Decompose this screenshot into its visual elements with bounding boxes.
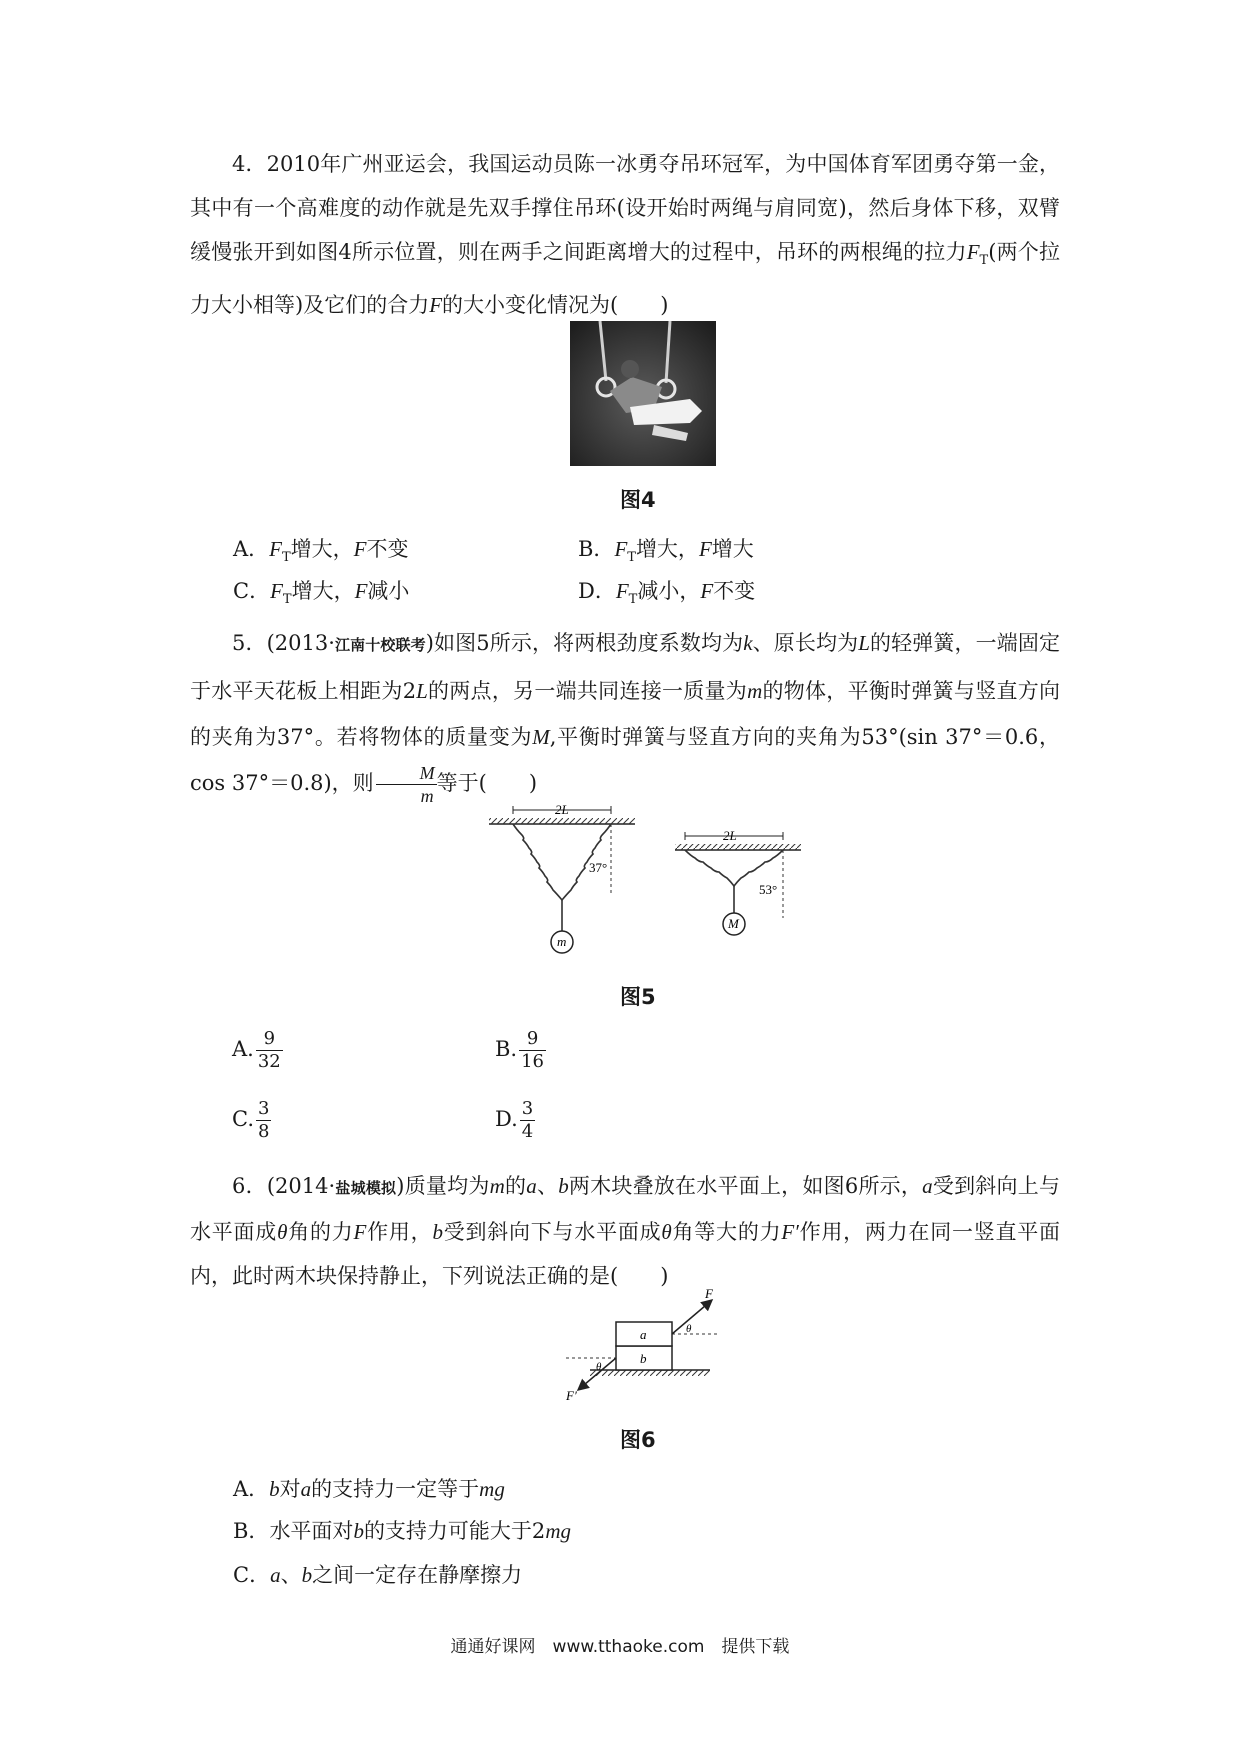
right-angle-label: 53° bbox=[759, 882, 778, 897]
force-F-arrow bbox=[672, 1300, 712, 1334]
q4-option-b[interactable]: B．$F_T$增大，F增大 bbox=[578, 537, 754, 566]
force-F-label: F bbox=[705, 1286, 713, 1301]
q4-option-d[interactable]: D．$F_T$减小，F不变 bbox=[578, 579, 756, 608]
right-span-label: 2L bbox=[723, 828, 737, 843]
left-mass-label: m bbox=[557, 934, 567, 949]
q5-option-c[interactable]: C. $\frac{3}{8}$ bbox=[232, 1098, 270, 1142]
page-footer: 通通好课网 www.tthaoke.com 提供下载 bbox=[450, 1637, 790, 1657]
q6-option-b[interactable]: B．水平面对b的支持力可能大于2mg bbox=[233, 1519, 571, 1543]
force-F-prime-label: F′ bbox=[566, 1388, 577, 1403]
figure-5-spring-diagram bbox=[485, 800, 805, 960]
q5-option-d[interactable]: D. $\frac{3}{4}$ bbox=[495, 1098, 534, 1142]
figure-5-left-system bbox=[489, 802, 635, 953]
q4-option-a[interactable]: A．$F_T$增大，F不变 bbox=[233, 537, 409, 566]
block-a-label: a bbox=[640, 1327, 647, 1342]
block-b-label: b bbox=[640, 1351, 647, 1366]
question-5-text: 5．(2013·江南十校联考)如图5所示，将两根劲度系数均为k、原长均为L的轻弹簧，一端固定于水平天花板上相距为2L的两点，另一端共同连接一质量为m的物体，平衡时弹簧与竖直方向的夹角为37°。若将物体的质量变为M,平衡时弹簧与竖直方向的夹角为53°(sin 37°＝0.6，cos 37°＝0.8)，则 $\frac{M}{m}$ 等于( ) bbox=[190, 631, 1061, 806]
theta-label-top: θ bbox=[686, 1323, 692, 1335]
question-4-text: 4．2010年广州亚运会，我国运动员陈一冰勇夺吊环冠军，为中国体育军团勇夺第一金，其中有一个高难度的动作就是先双手撑住吊环(设开始时两绳与肩同宽)，然后身体下移，双臂缓慢张开到如图4所示位置，则在两手之间距离增大的过程中，吊环的两根绳的拉力$F_T$(两个拉力大小相等)及它们的合力F的大小变化情况为( ) bbox=[190, 152, 1060, 318]
q5-option-a[interactable]: A. $\frac{9}{32}$ bbox=[232, 1028, 281, 1072]
q4-option-c[interactable]: C．$F_T$增大，F减小 bbox=[233, 579, 410, 608]
theta-label-bottom: θ bbox=[596, 1361, 602, 1373]
figure-6-blocks-diagram bbox=[560, 1286, 740, 1404]
figure-5-caption: 图5 bbox=[620, 985, 656, 1009]
right-mass-label: M bbox=[728, 916, 739, 931]
mass-ratio-fraction: $\frac{M}{m}$ bbox=[376, 764, 437, 805]
question-6-text: 6．(2014·盐城模拟)质量均为m的a、b两木块叠放在水平面上，如图6所示，a受到斜向上与水平面成θ角的力F作用，b受到斜向下与水平面成θ角等大的力F′作用，两力在同一竖直平面内，此时两木块保持静止，下列说法正确的是( ) bbox=[190, 1174, 1061, 1288]
q6-option-a[interactable]: A．b对a的支持力一定等于mg bbox=[233, 1477, 505, 1501]
figure-4-caption: 图4 bbox=[620, 488, 656, 512]
figure-5-right-system bbox=[675, 828, 801, 935]
left-angle-label: 37° bbox=[589, 860, 608, 875]
figure-6-caption: 图6 bbox=[620, 1428, 656, 1452]
q5-option-b[interactable]: B. $\frac{9}{16}$ bbox=[495, 1028, 545, 1072]
q6-option-c[interactable]: C．a、b之间一定存在静摩擦力 bbox=[233, 1563, 523, 1587]
left-span-label: 2L bbox=[555, 802, 569, 817]
figure-4-gymnast-photo bbox=[570, 321, 716, 466]
